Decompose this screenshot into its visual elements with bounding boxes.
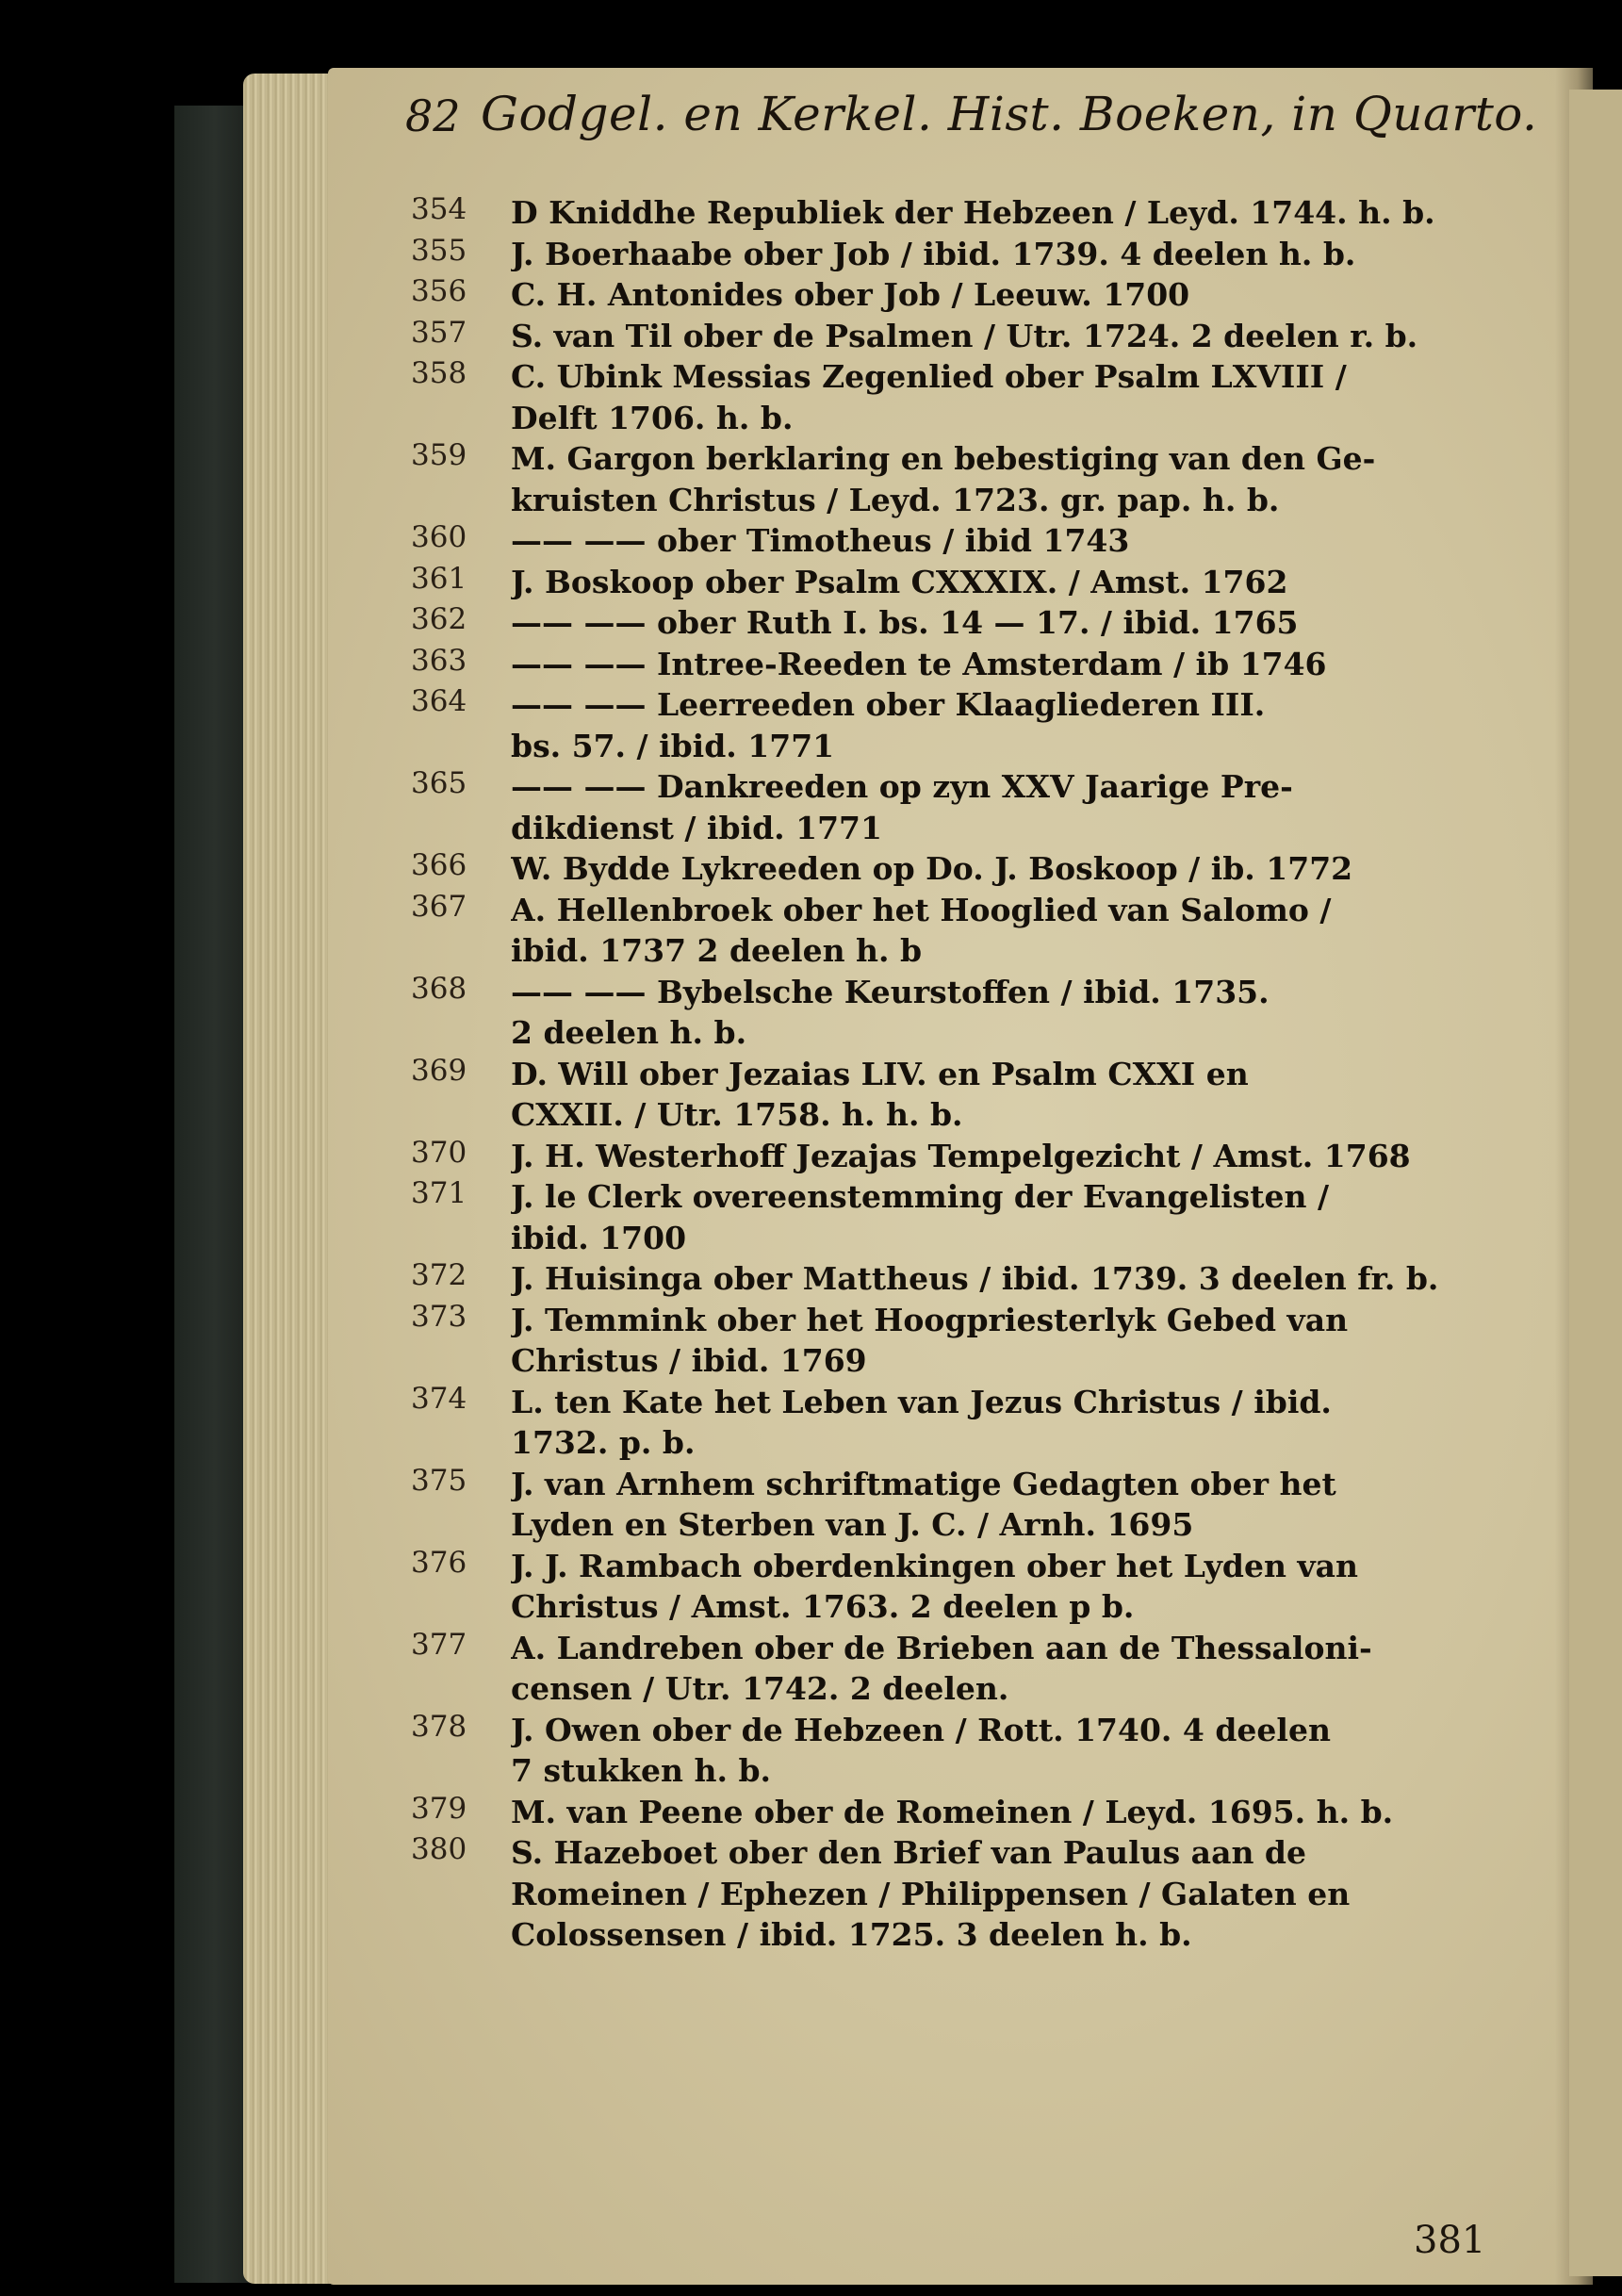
catalog-entry [411, 274, 1580, 316]
catalog-entry [411, 1710, 1580, 1792]
catalog-entry [411, 766, 1580, 848]
entry-text-line: C. Ubink Messias Zegenlied ober Psalm LXVIII / [511, 358, 1347, 395]
page-heading [405, 85, 1574, 151]
entry-text-line: D Kniddhe Republiek der Hebzeen / Leyd. 1744. h. b. [511, 194, 1435, 231]
catalog-entry [411, 684, 1580, 766]
entry-number: 354 [411, 192, 467, 226]
catalog-entry [411, 972, 1580, 1054]
entry-text-line: J. Huisinga ober Mattheus / ibid. 1739. 3 deelen fr. b. [511, 1260, 1439, 1297]
entry-text-line: 1732. p. b. [511, 1424, 696, 1461]
running-head: Godgel. en Kerkel. Hist. Boeken, in Quarto. [481, 87, 1538, 141]
entry-text-line: J. van Arnhem schriftmatige Gedagten ober het [511, 1465, 1336, 1502]
entry-text-line: J. le Clerk overeenstemming der Evangelisten / [511, 1178, 1330, 1215]
catalog-entry [411, 602, 1580, 644]
entry-number: 377 [411, 1627, 467, 1662]
catalog-entry [411, 234, 1580, 275]
entry-number: 371 [411, 1176, 467, 1210]
entry-text-line: J. Boskoop ober Psalm CXXXIX. / Amst. 1762 [511, 563, 1288, 600]
entry-text-line: censen / Utr. 1742. 2 deelen. [511, 1670, 1009, 1707]
entry-text-line: —— —— Intree-Reeden te Amsterdam / ib 1746 [511, 645, 1327, 682]
catalog-entry [411, 1464, 1580, 1546]
catalog-entry [411, 1382, 1580, 1464]
entry-text-line: 2 deelen h. b. [511, 1014, 747, 1051]
catalog-entry [411, 1054, 1580, 1136]
catalog-entry [411, 356, 1580, 438]
entry-text-line: bs. 57. / ibid. 1771 [511, 727, 835, 764]
entry-text-line: 7 stukken h. b. [511, 1752, 772, 1789]
page [328, 68, 1593, 2285]
signature-mark: 381 [1414, 2219, 1486, 2262]
entry-number: 374 [411, 1381, 467, 1416]
entry-text-line: Christus / ibid. 1769 [511, 1342, 867, 1379]
catalog-entry [411, 644, 1580, 685]
entry-text-line: —— —— ober Ruth I. bs. 14 — 17. / ibid. 1765 [511, 604, 1299, 641]
entry-text-line: CXXII. / Utr. 1758. h. h. b. [511, 1096, 963, 1133]
entry-number: 355 [411, 233, 467, 268]
entry-text-line: J. H. Westerhoff Jezajas Tempelgezicht / Amst. 1768 [511, 1137, 1411, 1174]
entry-text-line: J. Boerhaabe ober Job / ibid. 1739. 4 deelen h. b. [511, 235, 1356, 272]
catalog-entry [411, 562, 1580, 603]
entry-text-line: A. Hellenbroek ober het Hooglied van Salomo / [511, 891, 1332, 928]
entry-text-line: —— —— Dankreeden op zyn XXV Jaarige Pre- [511, 768, 1293, 805]
entry-number: 375 [411, 1463, 467, 1498]
entry-text-line: C. H. Antonides ober Job / Leeuw. 1700 [511, 276, 1190, 313]
entry-number: 368 [411, 971, 467, 1006]
entry-text-line: W. Bydde Lykreeden op Do. J. Boskoop / ib. 1772 [511, 850, 1353, 887]
entry-text-line: Colossensen / ibid. 1725. 3 deelen h. b. [511, 1916, 1192, 1953]
entry-text-line: Christus / Amst. 1763. 2 deelen p b. [511, 1588, 1135, 1625]
catalog-entry [411, 192, 1580, 234]
entry-text-line: J. Owen ober de Hebzeen / Rott. 1740. 4 deelen [511, 1711, 1331, 1748]
entry-list [411, 192, 1580, 1956]
catalog-entry [411, 1176, 1580, 1258]
entry-text-line: A. Landreben ober de Brieben aan de Thessaloni- [511, 1629, 1372, 1666]
catalog-entry [411, 1832, 1580, 1956]
entry-text-line: —— —— Leerreeden ober Klaagliederen III. [511, 686, 1266, 723]
catalog-entry [411, 1136, 1580, 1177]
entry-number: 366 [411, 848, 467, 882]
catalog-entry [411, 1258, 1580, 1300]
entry-number: 361 [411, 561, 467, 596]
entry-number: 357 [411, 315, 467, 350]
entry-text-line: M. Gargon berklaring en bebestiging van den Ge- [511, 440, 1376, 477]
entry-text-line: dikdienst / ibid. 1771 [511, 809, 882, 846]
entry-number: 380 [411, 1832, 467, 1866]
entry-number: 369 [411, 1053, 467, 1088]
catalog-entry [411, 520, 1580, 562]
page-number: 82 [405, 90, 461, 141]
catalog-entry [411, 848, 1580, 890]
entry-number: 376 [411, 1545, 467, 1580]
entry-number: 358 [411, 356, 467, 390]
entry-text-line: M. van Peene ober de Romeinen / Leyd. 1695. h. b. [511, 1793, 1394, 1830]
next-page-edge [1569, 90, 1622, 2276]
entry-number: 367 [411, 889, 467, 924]
entry-number: 372 [411, 1258, 467, 1292]
entry-number: 362 [411, 602, 467, 636]
catalog-entry [411, 438, 1580, 520]
entry-text-line: ibid. 1700 [511, 1219, 687, 1256]
entry-text-line: J. Temmink ober het Hoogpriesterlyk Gebed van [511, 1301, 1349, 1338]
entry-number: 359 [411, 438, 467, 472]
entry-text-line: Delft 1706. h. b. [511, 399, 794, 436]
entry-number: 379 [411, 1791, 467, 1826]
entry-text-line: Romeinen / Ephezen / Philippensen / Galaten en [511, 1875, 1351, 1912]
entry-text-line: kruisten Christus / Leyd. 1723. gr. pap. h. b. [511, 481, 1280, 518]
catalog-entry [411, 1628, 1580, 1710]
entry-number: 364 [411, 684, 467, 718]
entry-text-line: D. Will ober Jezaias LIV. en Psalm CXXI en [511, 1055, 1249, 1092]
entry-number: 356 [411, 274, 467, 308]
entry-text-line: —— —— ober Timotheus / ibid 1743 [511, 522, 1130, 559]
entry-text-line: S. Hazeboet ober den Brief van Paulus aan de [511, 1834, 1306, 1871]
entry-text-line: Lyden en Sterben van J. C. / Arnh. 1695 [511, 1506, 1194, 1543]
entry-text-line: ibid. 1737 2 deelen h. b [511, 932, 923, 969]
entry-number: 360 [411, 520, 467, 554]
entry-number: 363 [411, 643, 467, 678]
catalog-entry [411, 890, 1580, 972]
entry-number: 365 [411, 766, 467, 800]
entry-number: 378 [411, 1709, 467, 1744]
catalog-entry [411, 1792, 1580, 1833]
entry-text-line: L. ten Kate het Leben van Jezus Christus / ibid. [511, 1383, 1332, 1420]
entry-text-line: J. J. Rambach oberdenkingen ober het Lyden van [511, 1547, 1359, 1584]
catalog-entry [411, 1300, 1580, 1382]
catalog-entry [411, 1546, 1580, 1628]
entry-number: 373 [411, 1299, 467, 1334]
entry-text-line: S. van Til ober de Psalmen / Utr. 1724. 2 deelen r. b. [511, 317, 1418, 354]
entry-text-line: —— —— Bybelsche Keurstoffen / ibid. 1735. [511, 973, 1270, 1010]
entry-number: 370 [411, 1135, 467, 1170]
catalog-entry [411, 316, 1580, 357]
